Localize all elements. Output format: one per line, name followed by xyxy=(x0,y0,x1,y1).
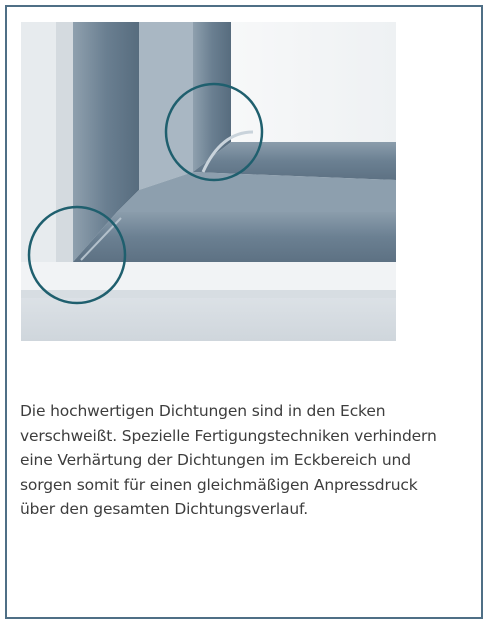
sill-top-edge xyxy=(21,262,396,290)
sill-corner-shadow xyxy=(21,290,396,298)
glass-pane xyxy=(231,22,396,142)
window-seal-photo xyxy=(21,22,396,341)
frame-surface-vertical xyxy=(139,22,193,190)
caption-line: Die hochwertigen Dichtungen sind in den Ecken xyxy=(20,402,386,420)
caption-text xyxy=(20,399,475,522)
frame-left-shade xyxy=(56,22,74,262)
caption-line: sorgen somit für einen gleichmäßigen Anpressdruck xyxy=(20,475,418,494)
caption-line: verschweißt. Spezielle Fertigungstechniken verhindern xyxy=(20,426,437,445)
caption-line: eine Verhärtung der Dichtungen im Eckbereich und xyxy=(20,451,411,469)
caption-line: über den gesamten Dichtungsverlauf. xyxy=(20,500,308,518)
